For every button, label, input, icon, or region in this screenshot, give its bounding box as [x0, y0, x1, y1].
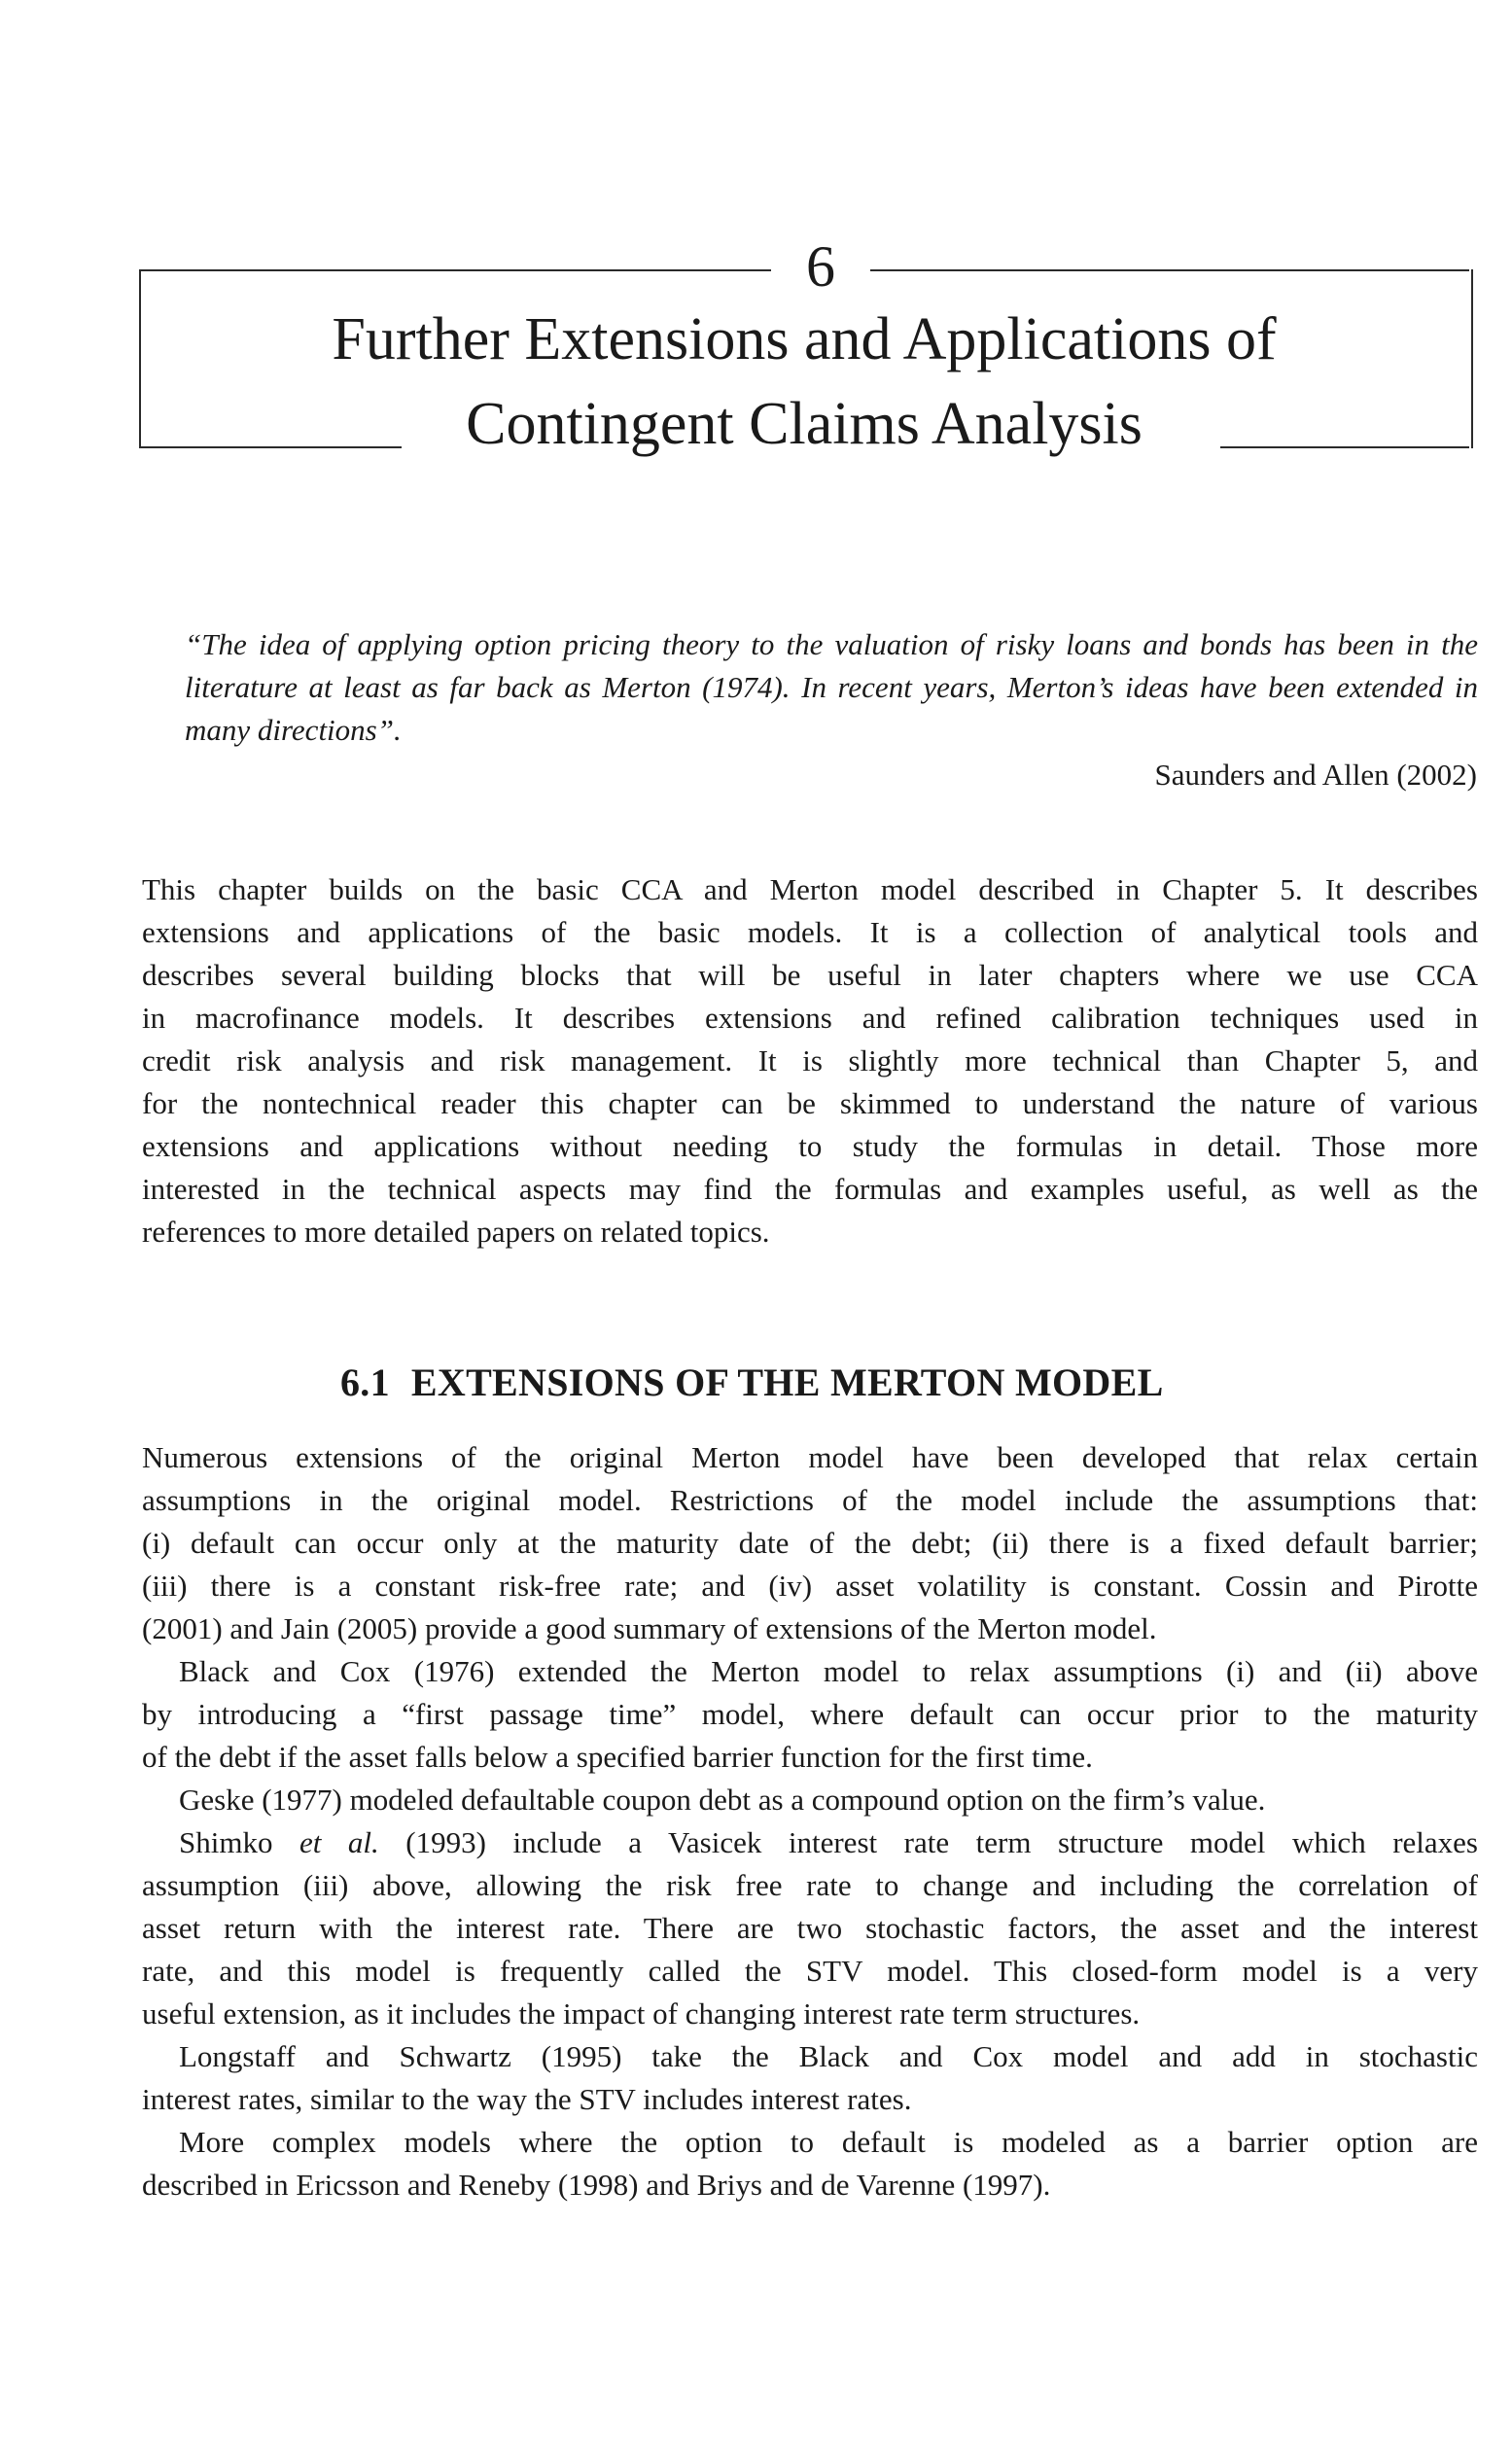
chapter-number: 6 [806, 234, 835, 299]
text-line: Geske (1977) modeled defaultable coupon debt as a compound option on the firm’s value. [179, 1783, 1266, 1817]
frame-rule [870, 269, 1469, 271]
section-body [142, 1436, 1478, 2207]
text-line: described in Ericsson and Reneby (1998) and Briys and de Varenne (1997). [142, 2168, 1051, 2202]
text-line: (iii) there is a constant risk-free rate; and (iv) asset volatility is constant. Cossin and Pirotte [142, 1569, 1478, 1603]
text-line: Shimko et al. (1993) include a Vasicek interest rate term structure model which relaxes [179, 1825, 1478, 1859]
epigraph-quote: “The idea of applying option pricing theory to the valuation of risky loans and bonds has been in the literature at least as far back as Merton (1974). In recent years, Merton’s ideas have been extended in many directions”. [185, 627, 1478, 747]
text-line: useful extension, as it includes the impact of changing interest rate term structures. [142, 1996, 1141, 2031]
text-line: by introducing a “first passage time” model, where default can occur prior to the maturity [142, 1697, 1478, 1731]
text-line: describes several building blocks that will be useful in later chapters where we use CCA [142, 958, 1478, 992]
section-number: 6.1 [340, 1360, 390, 1404]
text-line: This chapter builds on the basic CCA and Merton model described in Chapter 5. It describes [142, 872, 1478, 906]
text-line: More complex models where the option to default is modeled as a barrier option are [179, 2125, 1478, 2159]
text-line: of the debt if the asset falls below a specified barrier function for the first time. [142, 1740, 1093, 1774]
text-line: interested in the technical aspects may find the formulas and examples useful, as well as the [142, 1172, 1478, 1206]
text-line: interest rates, similar to the way the STV includes interest rates. [142, 2082, 912, 2116]
text-line: Longstaff and Schwartz (1995) take the Black and Cox model and add in stochastic [179, 2039, 1478, 2073]
text-line: credit risk analysis and risk management. It is slightly more technical than Chapter 5, and [142, 1043, 1478, 1077]
text-line: Black and Cox (1976) extended the Merton model to relax assumptions (i) and (ii) above [179, 1654, 1478, 1688]
chapter-title-line-2: Contingent Claims Analysis [466, 391, 1143, 457]
text-line: for the nontechnical reader this chapter can be skimmed to understand the nature of various [142, 1086, 1478, 1120]
text-line: in macrofinance models. It describes extensions and refined calibration techniques used in [142, 1001, 1478, 1035]
text-line: (2001) and Jain (2005) provide a good summary of extensions of the Merton model. [142, 1611, 1157, 1645]
chapter-title-line-1: Further Extensions and Applications of [332, 306, 1277, 372]
section-heading [340, 1359, 1164, 1407]
text-line: references to more detailed papers on related topics. [142, 1215, 770, 1249]
epigraph-source: Saunders and Allen (2002) [1154, 758, 1477, 792]
text-line: Numerous extensions of the original Merton model have been developed that relax certain [142, 1440, 1478, 1474]
et-al-italic: et al. [299, 1825, 379, 1859]
text-line: rate, and this model is frequently called the STV model. This closed-form model is a very [142, 1954, 1478, 1988]
section-title: EXTENSIONS OF THE MERTON MODEL [410, 1360, 1164, 1404]
text-line: asset return with the interest rate. There are two stochastic factors, the asset and the interest [142, 1911, 1478, 1945]
intro-paragraph [142, 868, 1478, 1254]
text-line: assumption (iii) above, allowing the risk free rate to change and including the correlation of [142, 1868, 1478, 1902]
text-line: assumptions in the original model. Restrictions of the model include the assumptions that: [142, 1483, 1478, 1517]
text-line: (i) default can occur only at the maturity date of the debt; (ii) there is a fixed default barrier; [142, 1526, 1478, 1560]
frame-rule [139, 269, 771, 271]
text-line: extensions and applications without needing to study the formulas in detail. Those more [142, 1129, 1478, 1163]
text-line: extensions and applications of the basic models. It is a collection of analytical tools and [142, 915, 1478, 949]
